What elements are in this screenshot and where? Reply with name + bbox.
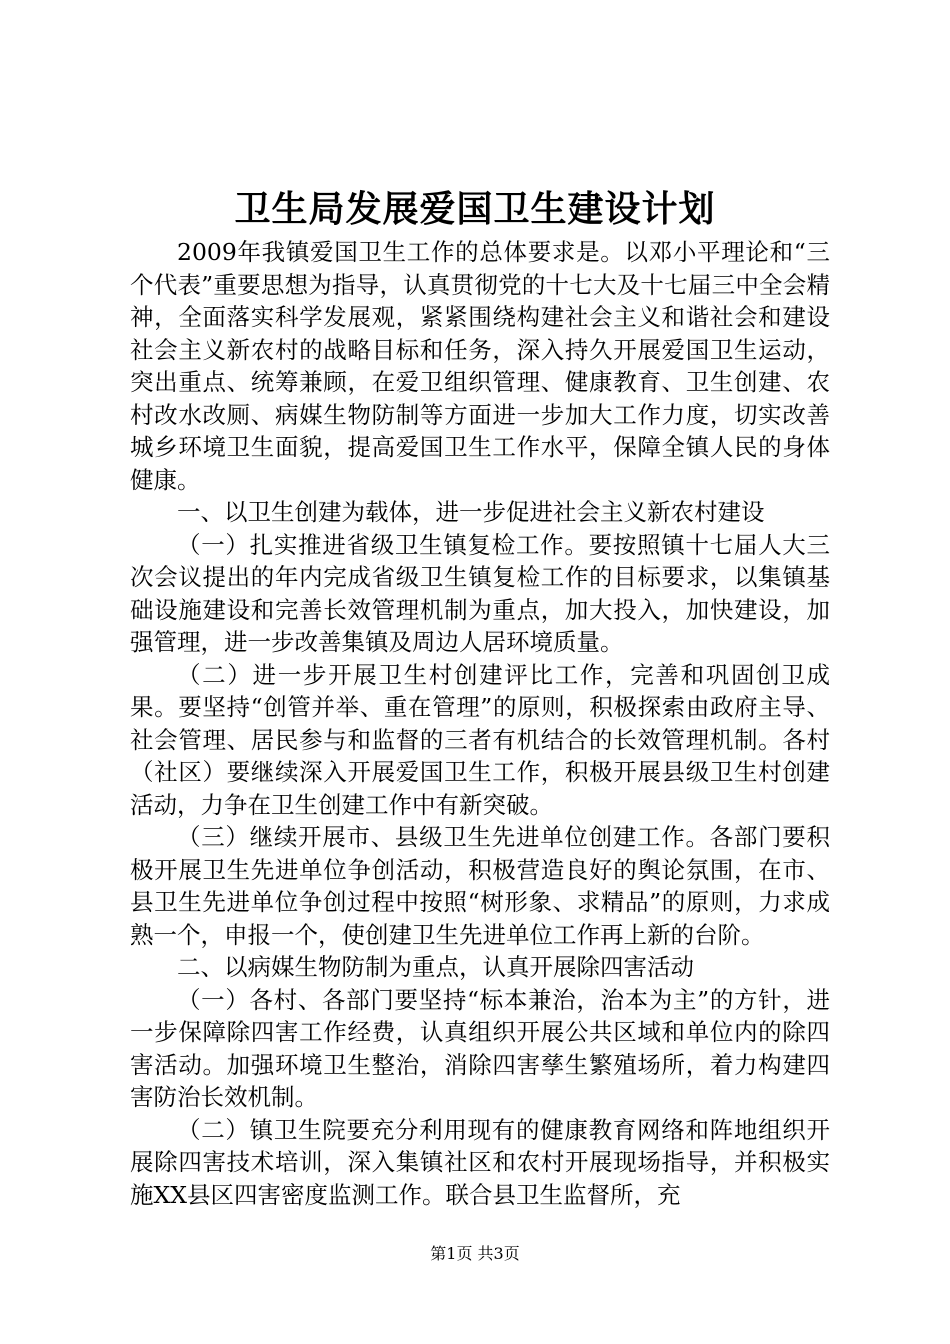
paragraph-1-2: （二）进一步开展卫生村创建评比工作，完善和巩固创卫成果。要坚持“创管并举、重在管理”的原则，积极探索由政府主导、社会管理、居民参与和监督的三者有机结合的长效管理机制。各村（社区）要继续深入开展爱国卫生工作，积极开展县级卫生村创建活动，力争在卫生创建工作中有新突破。 xyxy=(130,660,830,819)
page-footer: 第1页 共3页 xyxy=(430,1244,520,1263)
document-body xyxy=(130,236,830,1211)
paragraph-1-3: （三）继续开展市、县级卫生先进单位创建工作。各部门要积极开展卫生先进单位争创活动，积极营造良好的舆论氛围，在市、县卫生先进单位争创过程中按照“树形象、求精品”的原则，力求成熟一个，申报一个，使创建卫生先进单位工作再上新的台阶。 xyxy=(130,823,830,949)
paragraph-intro: 2009年我镇爱国卫生工作的总体要求是。以邓小平理论和“三个代表”重要思想为指导，认真贯彻党的十七大及十七届三中全会精神，全面落实科学发展观，紧紧围绕构建社会主义和谐社会和建设社会主义新农村的战略目标和任务，深入持久开展爱国卫生运动，突出重点、统筹兼顾，在爱卫组织管理、健康教育、卫生创建、农村改水改厕、病媒生物防制等方面进一步加大工作力度，切实改善城乡环境卫生面貌，提高爱国卫生工作水平，保障全镇人民的身体健康。 xyxy=(130,238,830,494)
paragraph-1-1: （一）扎实推进省级卫生镇复检工作。要按照镇十七届人大三次会议提出的年内完成省级卫生镇复检工作的目标要求，以集镇基础设施建设和完善长效管理机制为重点，加大投入，加快建设，加强管理，进一步改善集镇及周边人居环境质量。 xyxy=(130,530,830,656)
paragraph-2-2: （二）镇卫生院要充分利用现有的健康教育网络和阵地组织开展除四害技术培训，深入集镇社区和农村开展现场指导，并积极实施XX县区四害密度监测工作。联合县卫生监督所，充 xyxy=(130,1115,830,1209)
section-heading-2: 二、以病媒生物防制为重点，认真开展除四害活动 xyxy=(177,953,694,981)
paragraph-2-1: （一）各村、各部门要坚持“标本兼治，治本为主”的方针，进一步保障除四害工作经费，认真组织开展公共区域和单位内的除四害活动。加强环境卫生整治，消除四害孳生繁殖场所，着力构建四害防治长效机制。 xyxy=(130,985,830,1111)
section-heading-1: 一、以卫生创建为载体，进一步促进社会主义新农村建设 xyxy=(177,498,765,526)
document-title: 卫生局发展爱国卫生建设计划 xyxy=(234,188,716,230)
